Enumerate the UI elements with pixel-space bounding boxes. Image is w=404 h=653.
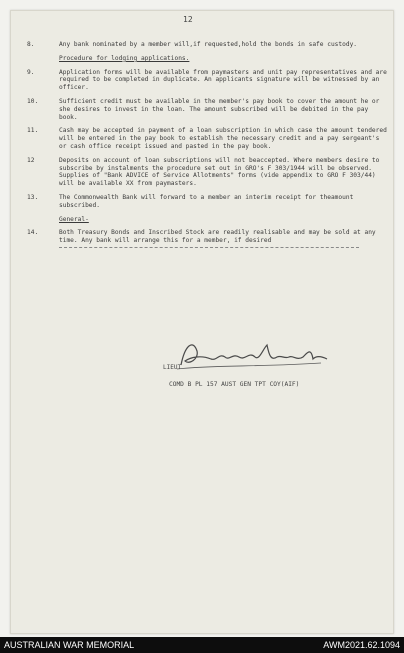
paragraph-9 bbox=[27, 69, 387, 92]
signatory-unit: COMD B PL 157 AUST GEN TPT COY(AIF) bbox=[169, 381, 300, 388]
paragraph-10 bbox=[27, 98, 387, 121]
paragraph-8 bbox=[27, 41, 387, 49]
paragraph-number: 8. bbox=[27, 41, 35, 48]
section-heading-general: General- bbox=[59, 215, 89, 223]
paragraph-11 bbox=[27, 127, 387, 150]
paragraph-text: Both Treasury Bonds and Inscribed Stock are readily realisable and may be sold at any time. Any bank will arrange this for a member, if desired bbox=[59, 229, 376, 245]
document-body bbox=[27, 41, 387, 248]
footer-bar bbox=[0, 637, 404, 653]
dashed-rule bbox=[59, 247, 359, 248]
page-number: 12 bbox=[183, 15, 193, 24]
paragraph-text: Any bank nominated by a member will,if requested,hold the bonds in safe custody. bbox=[59, 41, 358, 48]
paragraph-number: 9. bbox=[27, 68, 35, 76]
section-heading-procedure: Procedure for lodging applications. bbox=[59, 54, 190, 62]
paragraph-number: 13. bbox=[27, 193, 39, 201]
paragraph-14 bbox=[27, 229, 387, 245]
document-page bbox=[10, 10, 394, 634]
paragraph-text: Deposits on account of loan subscriptions will not beaccepted. Where members desire to subscribe by instalments the procedure set out in GRO's F 303/1944 will be observed. Supplies of "Bank ADVICE of Service Allotments" forms (vide appendix to GRO F 303/44) will be available XX from paymasters. bbox=[59, 156, 380, 188]
footer-institution: AUSTRALIAN WAR MEMORIAL bbox=[4, 640, 135, 650]
paragraph-text: Cash may be accepted in payment of a loan subscription in which case the amount tendered will be entered in the pay book to establish the necessary credit and a pay sergeant's or cash office receipt issued and pasted in the pay book. bbox=[59, 127, 387, 150]
paragraph-12 bbox=[27, 157, 387, 188]
paragraph-text: Application forms will be available from paymasters and unit pay representatives and are required to be completed in duplicate. An applicants signature will be witnessed by an officer. bbox=[59, 68, 387, 92]
paragraph-number: 10. bbox=[27, 97, 39, 105]
paragraph-text: The Commonwealth Bank will forward to a member an interim receipt for theamount subscribed. bbox=[59, 193, 354, 209]
paragraph-13 bbox=[27, 194, 387, 210]
handwritten-signature bbox=[171, 335, 401, 375]
paragraph-number: 12 bbox=[27, 156, 35, 164]
paragraph-number: 11. bbox=[27, 127, 39, 135]
footer-reference: AWM2021.62.1094 bbox=[323, 640, 400, 650]
signatory-rank: LIEUT bbox=[163, 364, 182, 371]
paragraph-number: 14. bbox=[27, 229, 39, 237]
paragraph-text: Sufficient credit must be available in the member's pay book to cover the amount he or she desires to invest in the loan. The amount subscribed will be debited in the pay book. bbox=[59, 97, 380, 121]
